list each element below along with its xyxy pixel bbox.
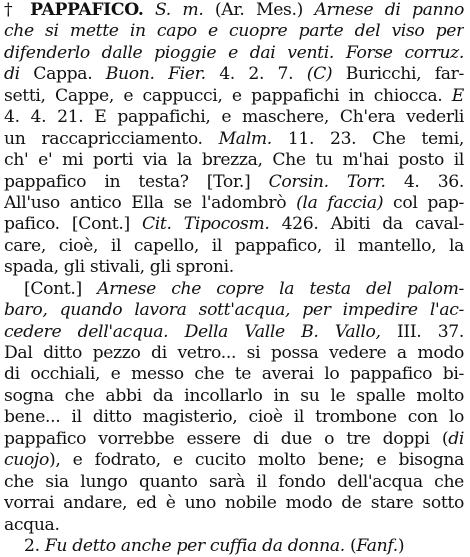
text-span: Dal ditto pezzo di vetro... si possa vedere a modo	[4, 343, 464, 363]
text-line	[4, 172, 464, 193]
text-span: un raccapricciamento.	[4, 128, 219, 149]
text-line	[4, 193, 464, 214]
text-line	[4, 257, 464, 278]
italic-text: (la faccia)	[296, 192, 384, 213]
text-span: sogna che abbi da incollarlo in su le spalle molto	[4, 385, 464, 406]
text-span: 4. 2. 7.	[205, 64, 307, 85]
text-span: III. 37.	[380, 321, 464, 342]
text-line	[4, 407, 464, 428]
text-span: 4. 4. 21. E pappafichi, e maschere, Ch'era vederli	[4, 107, 464, 128]
text-span: acqua.	[4, 514, 60, 535]
text-line	[4, 322, 464, 343]
italic-text: baro, quando lavora sott'acqua, per impedire l'ac-	[4, 300, 464, 321]
text-span: care, cioè, il capello, il pappafico, il mantello, la	[4, 235, 464, 256]
text-line	[4, 515, 464, 536]
text-span: vorrai andare, ed è uno nobile modo de stare sotto	[4, 493, 464, 514]
text-span: setti, Cappe, e cappucci, e pappafichi in chiocca.	[4, 85, 452, 106]
text-line	[4, 0, 464, 21]
text-line	[4, 300, 464, 321]
text-line	[4, 214, 464, 235]
italic-text: Buon. Fier.	[105, 64, 206, 85]
italic-text: S. m.	[143, 0, 204, 20]
text-span: All'uso antico Ella se l'adombrò	[4, 192, 297, 213]
text-span: 2.	[24, 535, 45, 556]
text-span: (	[344, 535, 357, 556]
italic-text: cedere dell'acqua. Della Valle B. Vallo,	[4, 321, 381, 342]
text-line	[4, 343, 464, 364]
text-line	[4, 279, 464, 300]
text-line	[4, 21, 464, 42]
text-line	[4, 64, 464, 85]
text-line	[4, 493, 464, 514]
italic-text: Malm.	[218, 128, 272, 149]
text-line	[4, 386, 464, 407]
text-line	[4, 236, 464, 257]
text-line	[4, 450, 464, 471]
text-span: (Ar. Mes.)	[203, 0, 315, 20]
text-line	[4, 472, 464, 493]
text-line	[4, 129, 464, 150]
text-span: ch' e' mi porti via la brezza, Che tu m'hai posto il	[4, 150, 464, 171]
italic-text: Cit. Tipocosm.	[141, 214, 270, 235]
text-span: di occhiali, e messo che te averai lo pappafico bi-	[4, 364, 464, 385]
text-line	[4, 150, 464, 171]
italic-text: cuojo	[4, 450, 49, 471]
text-span: bene... il ditto magisterio, cioè il trombone con lo	[4, 407, 464, 428]
italic-text: Arnese che copre la testa del palom-	[97, 278, 464, 299]
text-span: 426. Abiti da caval-	[269, 214, 464, 235]
italic-text: E	[451, 85, 464, 106]
italic-text: difenderlo dalle pioggie e dai venti. Forse corruz.	[4, 42, 464, 63]
text-span: ), e fodrato, e cucito molto bene; e bisogna	[48, 450, 464, 471]
text-span: †	[4, 0, 31, 20]
text-span: Buricchi, far-	[332, 64, 464, 85]
italic-text: Corsin. Torr.	[268, 171, 386, 192]
headword: PAPPAFICO.	[30, 0, 144, 20]
italic-text: Fanf.	[356, 535, 398, 556]
text-line	[4, 536, 464, 557]
text-span: pappafico vorrebbe essere di due o tre doppi (	[4, 428, 449, 449]
text-span: Cappa.	[19, 64, 106, 85]
text-line	[4, 86, 464, 107]
text-span: pafico. [Cont.]	[4, 214, 142, 235]
italic-text: Arnese di panno	[314, 0, 464, 20]
italic-text: di	[4, 64, 20, 85]
italic-text: di	[448, 428, 464, 449]
italic-text: che si mette in capo e cuopre parte del viso per	[4, 21, 464, 42]
text-span: [Cont.]	[24, 278, 98, 299]
text-line	[4, 429, 464, 450]
dictionary-entry	[4, 0, 464, 557]
text-line	[4, 364, 464, 385]
text-span: pappafico in testa? [Tor.]	[4, 171, 269, 192]
text-span: spada, gli stivali, gli sproni.	[4, 257, 234, 278]
text-line	[4, 107, 464, 128]
italic-text: (C)	[306, 64, 333, 85]
italic-text: Fu detto anche per cuffia da donna.	[44, 535, 345, 556]
text-span: )	[397, 535, 405, 556]
text-line	[4, 43, 464, 64]
text-span: che sia lungo quanto sarà il fondo dell'acqua che	[4, 471, 464, 492]
text-span: 11. 23. Che temi,	[271, 128, 464, 149]
text-span: col pap-	[383, 192, 464, 213]
text-span: 4. 36.	[385, 171, 464, 192]
